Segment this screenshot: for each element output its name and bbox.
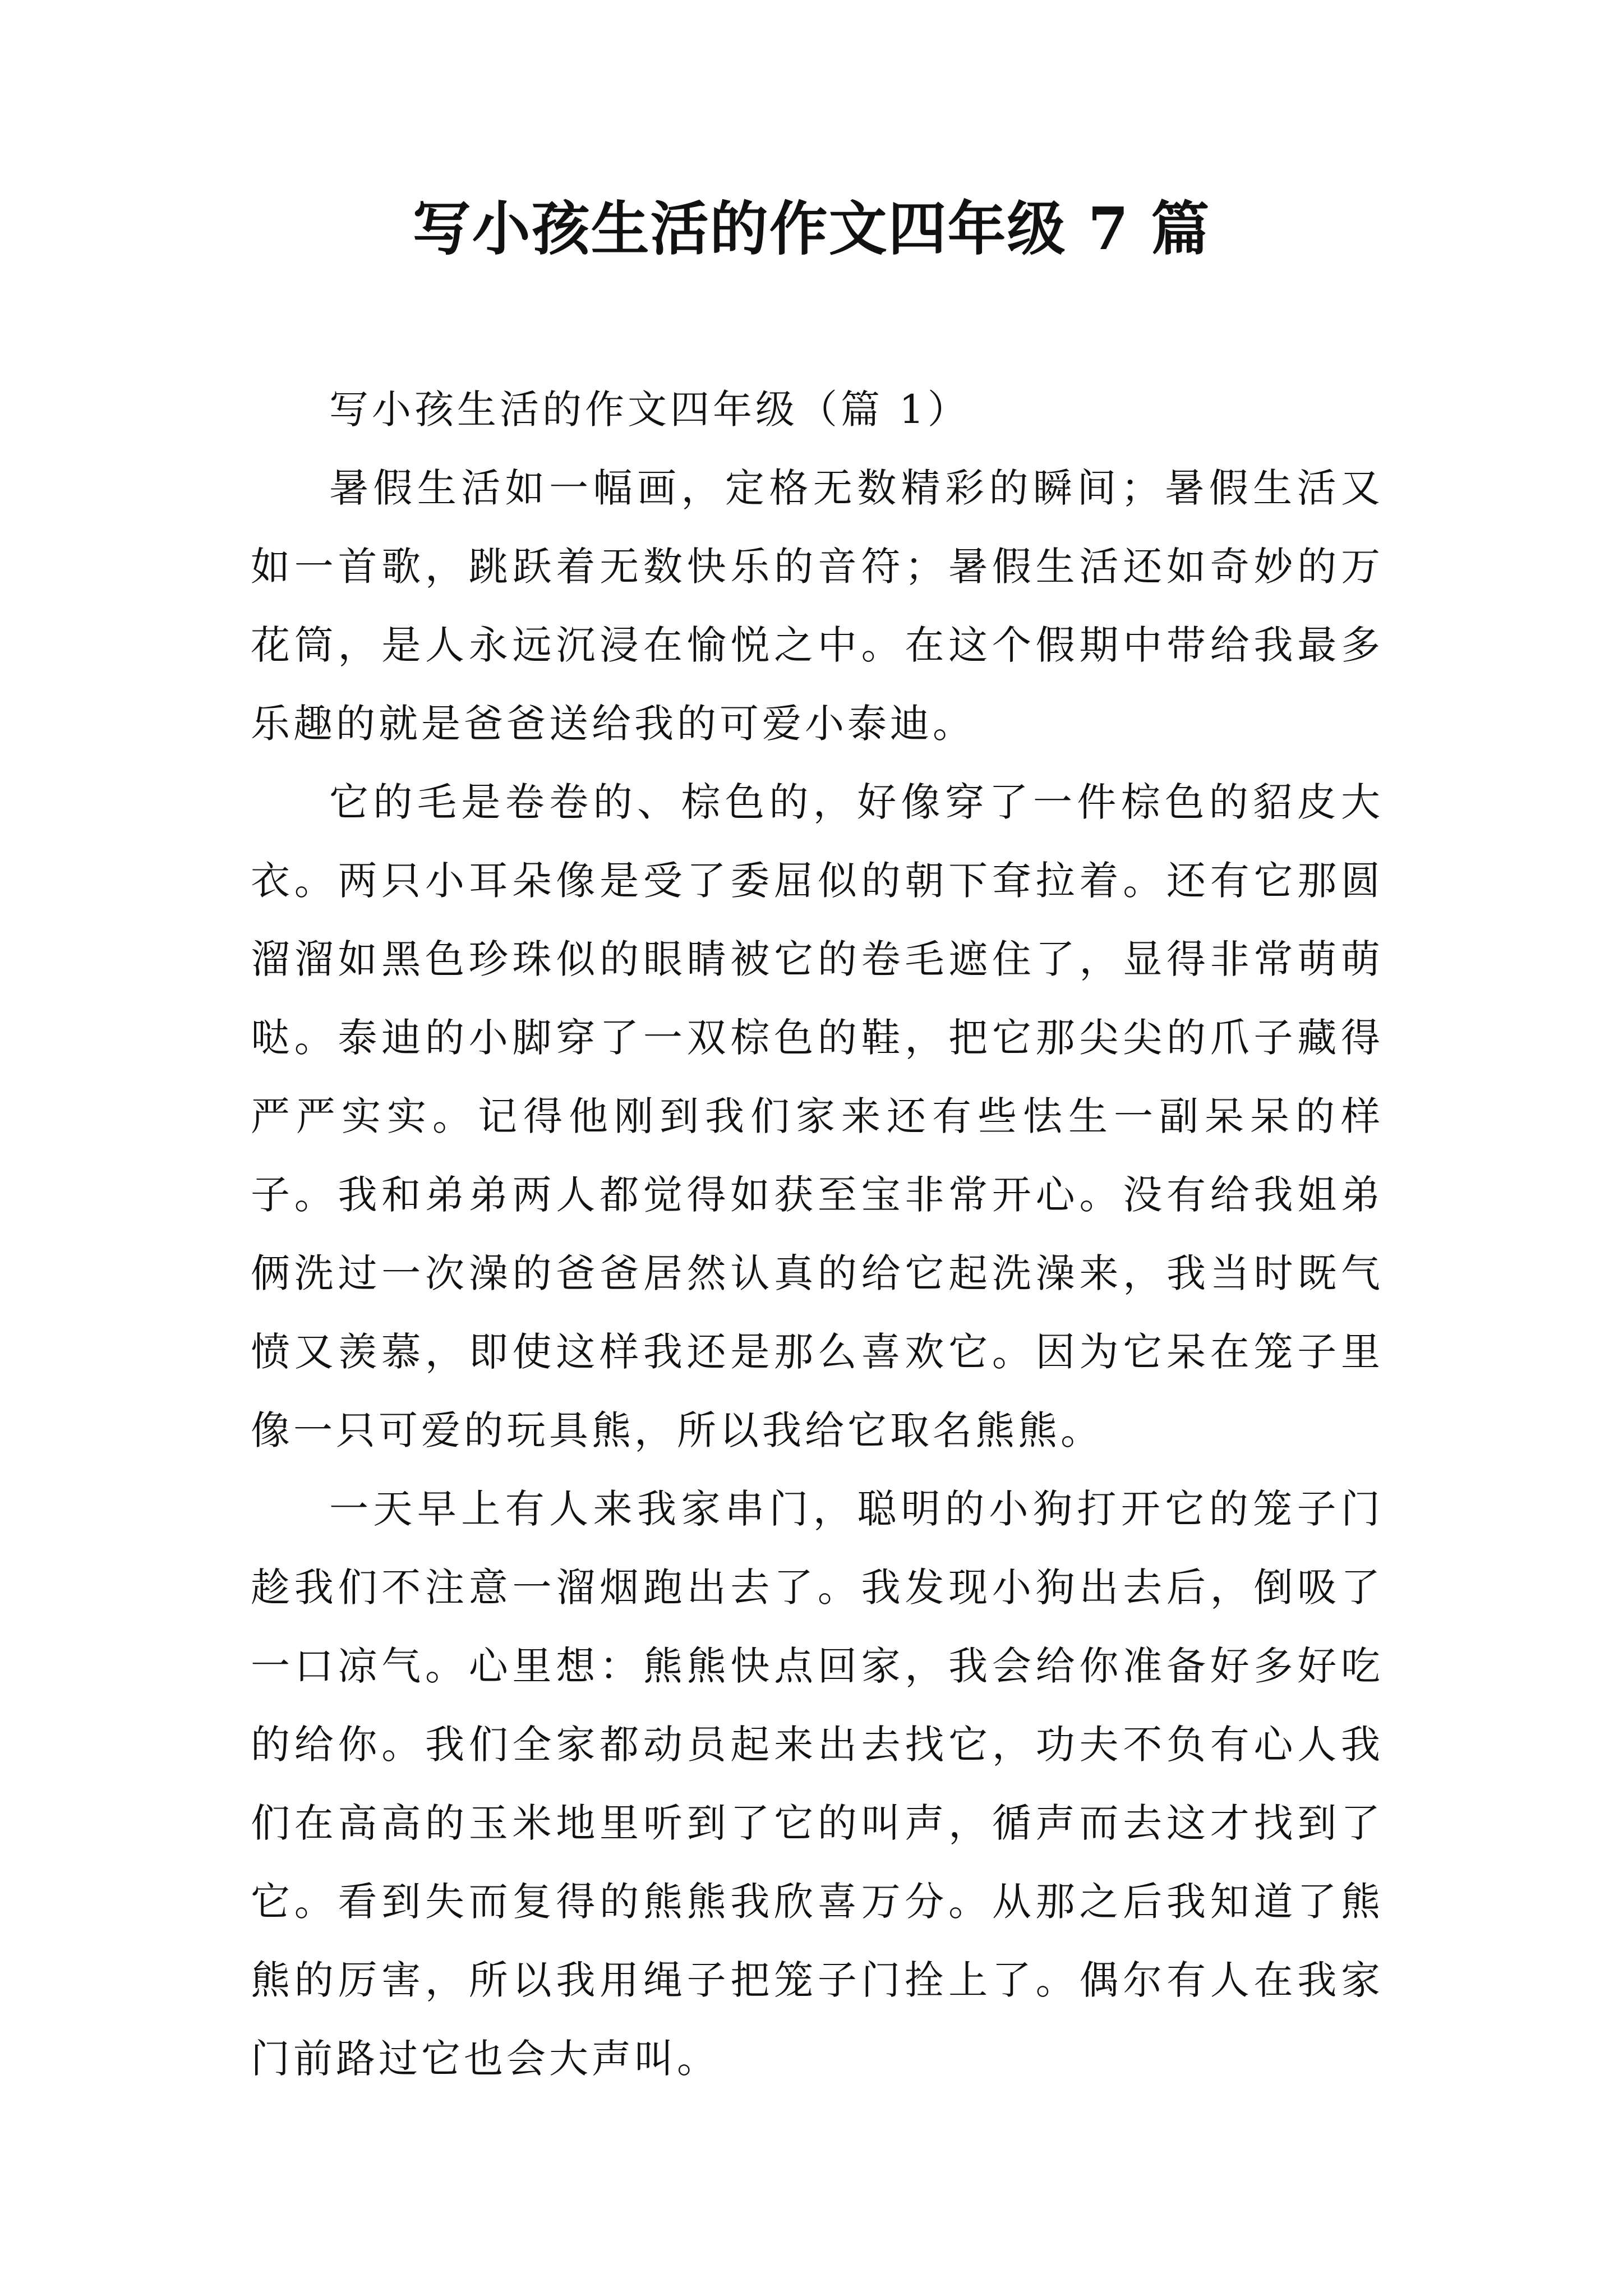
- paragraph-3: 一天早上有人来我家串门，聪明的小狗打开它的笼子门趁我们不注意一溜烟跑出去了。我发现小狗出去后，倒吸了一口凉气。心里想：熊熊快点回家，我会给你准备好多好吃的给你。我们全家都动员起来出去找它，功夫不负有心人我们在高高的玉米地里听到了它的叫声，循声而去这才找到了它。看到失而复得的熊熊我欣喜万分。从那之后我知道了熊熊的厉害，所以我用绳子把笼子门拴上了。偶尔有人在我家门前路过它也会大声叫。: [251, 1486, 1384, 2082]
- section-heading: 写小孩生活的作文四年级（篇 1）: [329, 386, 970, 432]
- document-title: 写小孩生活的作文四年级 7 篇: [412, 194, 1211, 263]
- paragraph-2: 它的毛是卷卷的、棕色的，好像穿了一件棕色的貂皮大衣。两只小耳朵像是受了委屈似的朝下耷拉着。还有它那圆溜溜如黑色珍珠似的眼睛被它的卷毛遮住了，显得非常萌萌哒。泰迪的小脚穿了一双棕色的鞋，把它那尖尖的爪子藏得严严实实。记得他刚到我们家来还有些怯生一副呆呆的样子。我和弟弟两人都觉得如获至宝非常开心。没有给我姐弟俩洗过一次澡的爸爸居然认真的给它起洗澡来，我当时既气愤又羡慕，即使这样我还是那么喜欢它。因为它呆在笼子里像一只可爱的玩具熊，所以我给它取名熊熊。: [251, 779, 1384, 1453]
- document-body: [251, 370, 1384, 2098]
- paragraph-1: 暑假生活如一幅画，定格无数精彩的瞬间；暑假生活又如一首歌，跳跃着无数快乐的音符；暑假生活还如奇妙的万花筒，是人永远沉浸在愉悦之中。在这个假期中带给我最多乐趣的就是爸爸送给我的可爱小泰迪。: [251, 465, 1384, 747]
